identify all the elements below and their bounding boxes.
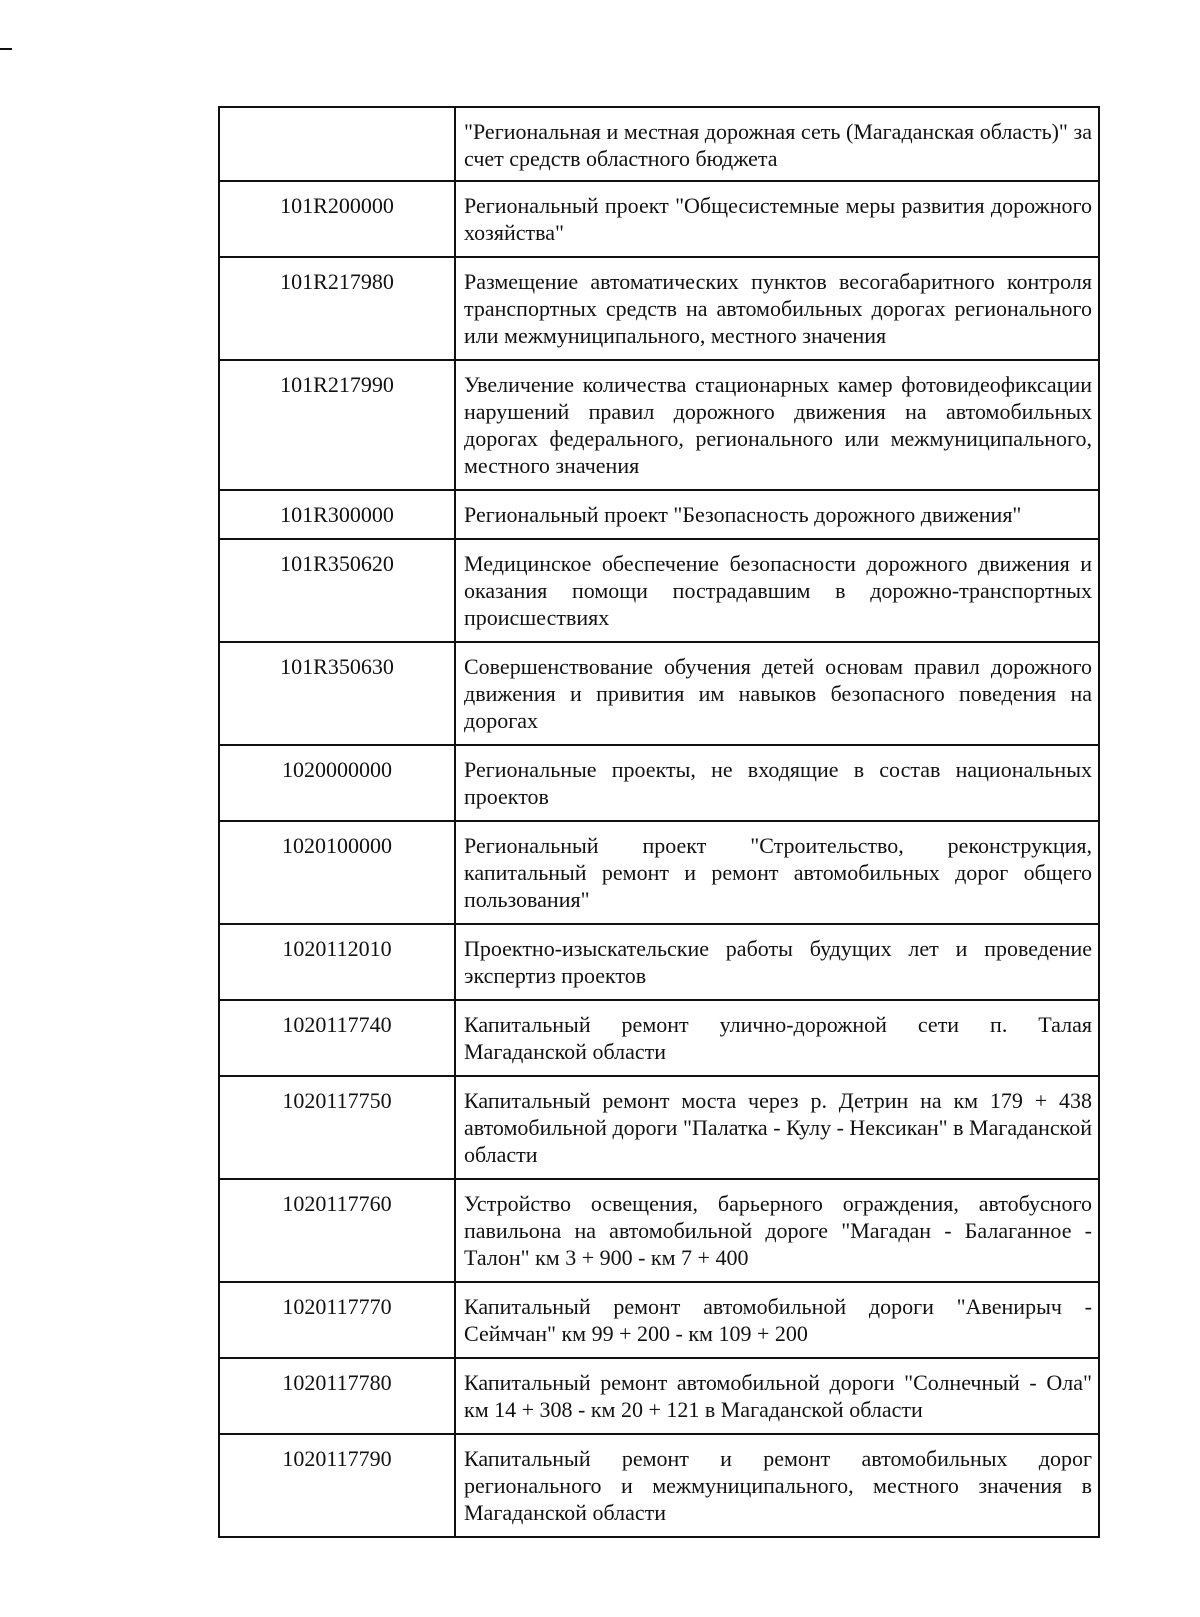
code-cell: 101R217980 xyxy=(219,257,455,360)
table-row xyxy=(219,1179,1099,1282)
table-row xyxy=(219,642,1099,745)
table-row xyxy=(219,539,1099,642)
description-cell: Региональный проект "Безопасность дорожного движения" xyxy=(455,490,1099,539)
table-row xyxy=(219,821,1099,924)
table-row xyxy=(219,924,1099,1000)
table-row xyxy=(219,1076,1099,1179)
code-cell: 1020117790 xyxy=(219,1434,455,1537)
scan-edge-mark xyxy=(0,48,12,50)
description-cell: Региональный проект "Общесистемные меры развития дорожного хозяйства" xyxy=(455,181,1099,257)
description-cell: Капитальный ремонт автомобильной дороги "Авенирыч - Сеймчан" км 99 + 200 - км 109 + 200 xyxy=(455,1282,1099,1358)
description-cell: Проектно-изыскательские работы будущих лет и проведение экспертиз проектов xyxy=(455,924,1099,1000)
description-cell: Региональный проект "Строительство, реконструкция, капитальный ремонт и ремонт автомобильных дорог общего пользования" xyxy=(455,821,1099,924)
table-row xyxy=(219,360,1099,490)
code-cell: 101R200000 xyxy=(219,181,455,257)
code-cell: 101R350620 xyxy=(219,539,455,642)
description-cell: Увеличение количества стационарных камер фотовидеофиксации нарушений правил дорожного движения на автомобильных дорогах федерального, регионального или межмуниципального, местного значения xyxy=(455,360,1099,490)
description-cell: Капитальный ремонт улично-дорожной сети п. Талая Магаданской области xyxy=(455,1000,1099,1076)
code-cell: 101R300000 xyxy=(219,490,455,539)
description-cell: "Региональная и местная дорожная сеть (Магаданская область)" за счет средств областного бюджета xyxy=(455,107,1099,181)
description-cell: Региональные проекты, не входящие в состав национальных проектов xyxy=(455,745,1099,821)
table-row xyxy=(219,745,1099,821)
code-cell: 101R217990 xyxy=(219,360,455,490)
code-cell: 1020117740 xyxy=(219,1000,455,1076)
table-row xyxy=(219,181,1099,257)
table-row xyxy=(219,1000,1099,1076)
code-cell: 1020117770 xyxy=(219,1282,455,1358)
description-cell: Размещение автоматических пунктов весогабаритного контроля транспортных средств на автомобильных дорогах регионального или межмуниципального, местного значения xyxy=(455,257,1099,360)
description-cell: Капитальный ремонт моста через р. Детрин на км 179 + 438 автомобильной дороги "Палатка - Кулу - Нексикан" в Магаданской области xyxy=(455,1076,1099,1179)
code-cell xyxy=(219,107,455,181)
table-row xyxy=(219,107,1099,181)
code-cell: 1020112010 xyxy=(219,924,455,1000)
description-cell: Капитальный ремонт и ремонт автомобильных дорог регионального и межмуниципального, местного значения в Магаданской области xyxy=(455,1434,1099,1537)
code-cell: 1020117760 xyxy=(219,1179,455,1282)
table-row xyxy=(219,257,1099,360)
table-row xyxy=(219,1282,1099,1358)
description-cell: Капитальный ремонт автомобильной дороги "Солнечный - Ола" км 14 + 308 - км 20 + 121 в Магаданской области xyxy=(455,1358,1099,1434)
code-cell: 1020100000 xyxy=(219,821,455,924)
description-cell: Совершенствование обучения детей основам правил дорожного движения и привития им навыков безопасного поведения на дорогах xyxy=(455,642,1099,745)
table-row xyxy=(219,1358,1099,1434)
description-cell: Устройство освещения, барьерного ограждения, автобусного павильона на автомобильной дороге "Магадан - Балаганное - Талон" км 3 + 900 - км 7 + 400 xyxy=(455,1179,1099,1282)
code-cell: 1020117780 xyxy=(219,1358,455,1434)
code-cell: 101R350630 xyxy=(219,642,455,745)
table-row xyxy=(219,1434,1099,1537)
budget-code-table xyxy=(218,106,1100,1538)
description-cell: Медицинское обеспечение безопасности дорожного движения и оказания помощи пострадавшим в дорожно-транспортных происшествиях xyxy=(455,539,1099,642)
code-cell: 1020117750 xyxy=(219,1076,455,1179)
code-cell: 1020000000 xyxy=(219,745,455,821)
table-row xyxy=(219,490,1099,539)
